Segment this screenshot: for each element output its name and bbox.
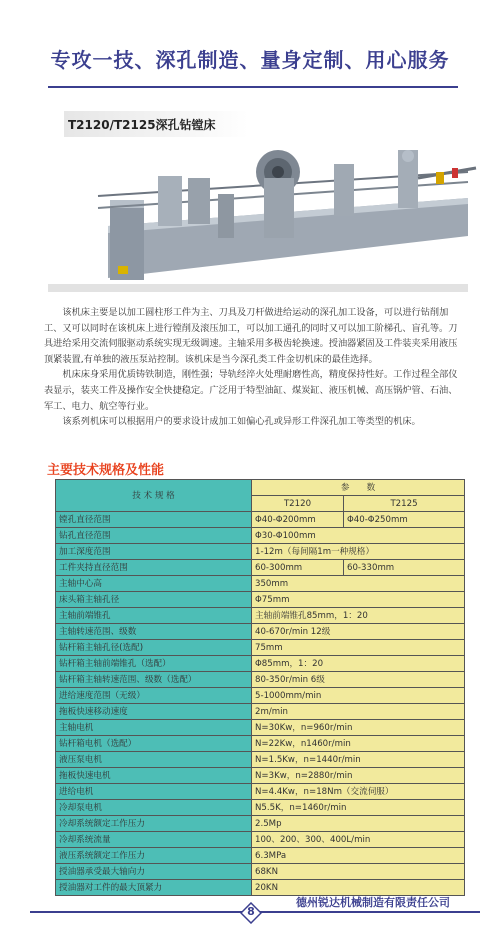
spec-label: 液压泵电机: [56, 752, 252, 768]
spec-label: 授油器对工件的最大顶紧力: [56, 880, 252, 896]
spec-label: 镗孔直径范围: [56, 512, 252, 528]
spec-label: 主轴电机: [56, 720, 252, 736]
spec-value: 75mm: [252, 640, 465, 656]
spec-label: 授油器承受最大轴向力: [56, 864, 252, 880]
table-row: [56, 784, 465, 800]
spec-label: 液压系统额定工作压力: [56, 848, 252, 864]
spec-value-a: Φ40-Φ200mm: [252, 512, 344, 528]
spec-value-b: Φ40-Φ250mm: [344, 512, 465, 528]
description-paragraph: 机床床身采用优质铸铁制造，刚性强；导轨经淬火处理耐磨性高，精度保持性好。工作过程全部仪表显示，装夹工件及操作安全快捷稳定。广泛用于特型油缸、煤炭缸、液压机械、高压锅炉管、石油、军工、电力、航空等行业。: [44, 369, 458, 412]
table-row: [56, 720, 465, 736]
spec-value: Φ30-Φ100mm: [252, 528, 465, 544]
table-row: [56, 592, 465, 608]
description-paragraph: 该系列机床可以根据用户的要求设计成加工如偏心孔或异形工件深孔加工等类型的机床。: [62, 416, 421, 428]
header-model-a: T2120: [252, 496, 344, 512]
table-row: [56, 512, 465, 528]
table-row: [56, 736, 465, 752]
spec-value: 6.3MPa: [252, 848, 465, 864]
spec-value: 350mm: [252, 576, 465, 592]
table-row: [56, 816, 465, 832]
machine-photo: [38, 138, 478, 296]
spec-value: N=3Kw，n=2880r/min: [252, 768, 465, 784]
spec-label: 进给速度范围（无级）: [56, 688, 252, 704]
spec-value: Φ75mm: [252, 592, 465, 608]
spec-value: N=4.4Kw，n=18Nm（交流伺服）: [252, 784, 465, 800]
header-param-label: 参 数: [252, 480, 465, 496]
table-row: [56, 608, 465, 624]
product-description: [44, 305, 462, 430]
product-title: T2120/T2125深孔钻镗床: [68, 118, 216, 132]
spec-value: N=22Kw，n1460r/min: [252, 736, 465, 752]
spec-label: 拖板快速移动速度: [56, 704, 252, 720]
table-row: [56, 576, 465, 592]
spec-section-title: 主要技术规格及性能: [47, 463, 165, 478]
table-header-row: [56, 480, 465, 496]
table-row: [56, 544, 465, 560]
header-spec-label: 技 术 规 格: [56, 480, 252, 512]
spec-label: 钻孔直径范围: [56, 528, 252, 544]
table-row: [56, 832, 465, 848]
spec-value: 2.5Mp: [252, 816, 465, 832]
table-row: [56, 704, 465, 720]
slogan-divider: [48, 86, 458, 88]
company-name: 德州锐达机械制造有限责任公司: [296, 896, 450, 909]
spec-label: 钻杆箱主轴转速范围、级数（选配）: [56, 672, 252, 688]
spec-value: 2m/min: [252, 704, 465, 720]
table-row: [56, 672, 465, 688]
spec-value: N5.5K，n=1460r/min: [252, 800, 465, 816]
table-row: [56, 656, 465, 672]
spec-label: 主轴前端锥孔: [56, 608, 252, 624]
spec-value: 40-670r/min 12级: [252, 624, 465, 640]
spec-label: 冷却系统额定工作压力: [56, 816, 252, 832]
header-model-b: T2125: [344, 496, 465, 512]
table-row: [56, 800, 465, 816]
table-row: [56, 848, 465, 864]
table-row: [56, 560, 465, 576]
description-paragraph: 该机床主要是以加工圆柱形工件为主、刀具及刀杆做进给运动的深孔加工设备，可以进行钻削加工、又可以同时在该机床上进行镗削及滚压加工，可以加工通孔的同时又可以加工阶梯孔、盲孔等。刀具进给采用交流伺服驱动系统实现无级调速。主轴采用多极齿轮换速。授油器紧固及工件装夹采用液压顶紧装置,有单独的液压泵站控制。该机床是当今深孔类工件金切机床的最佳选择。: [44, 307, 458, 365]
spec-value: 100、200、300、400L/min: [252, 832, 465, 848]
spec-label: 进给电机: [56, 784, 252, 800]
spec-label: 钻杆箱主轴前端锥孔（选配）: [56, 656, 252, 672]
spec-table: [55, 479, 465, 896]
table-row: [56, 624, 465, 640]
spec-value: Φ85mm，1：20: [252, 656, 465, 672]
spec-value: N=30Kw，n=960r/min: [252, 720, 465, 736]
spec-value-b: 60-330mm: [344, 560, 465, 576]
spec-value: 5-1000mm/min: [252, 688, 465, 704]
spec-label: 工件夹持直径范围: [56, 560, 252, 576]
page-number: 8: [247, 905, 255, 918]
table-row: [56, 768, 465, 784]
spec-value-a: 60-300mm: [252, 560, 344, 576]
spec-value: 20KN: [252, 880, 465, 896]
spec-value: 80-350r/min 6级: [252, 672, 465, 688]
spec-label: 拖板快速电机: [56, 768, 252, 784]
table-row: [56, 864, 465, 880]
spec-value: 68KN: [252, 864, 465, 880]
spec-label: 床头箱主轴孔径: [56, 592, 252, 608]
table-row: [56, 640, 465, 656]
spec-value: 主轴前端锥孔85mm，1：20: [252, 608, 465, 624]
spec-label: 主轴转速范围、级数: [56, 624, 252, 640]
table-row: [56, 688, 465, 704]
spec-label: 冷却系统流量: [56, 832, 252, 848]
table-row: [56, 752, 465, 768]
spec-value: 1-12m（每间隔1m一种规格）: [252, 544, 465, 560]
spec-label: 主轴中心高: [56, 576, 252, 592]
spec-label: 加工深度范围: [56, 544, 252, 560]
spec-label: 钻杆箱电机（选配）: [56, 736, 252, 752]
spec-label: 冷却泵电机: [56, 800, 252, 816]
page-slogan: 专攻一技、深孔制造、量身定制、用心服务: [50, 48, 450, 72]
spec-label: 钻杆箱主轴孔径(选配): [56, 640, 252, 656]
spec-value: N=1.5Kw，n=1440r/min: [252, 752, 465, 768]
table-row: [56, 528, 465, 544]
